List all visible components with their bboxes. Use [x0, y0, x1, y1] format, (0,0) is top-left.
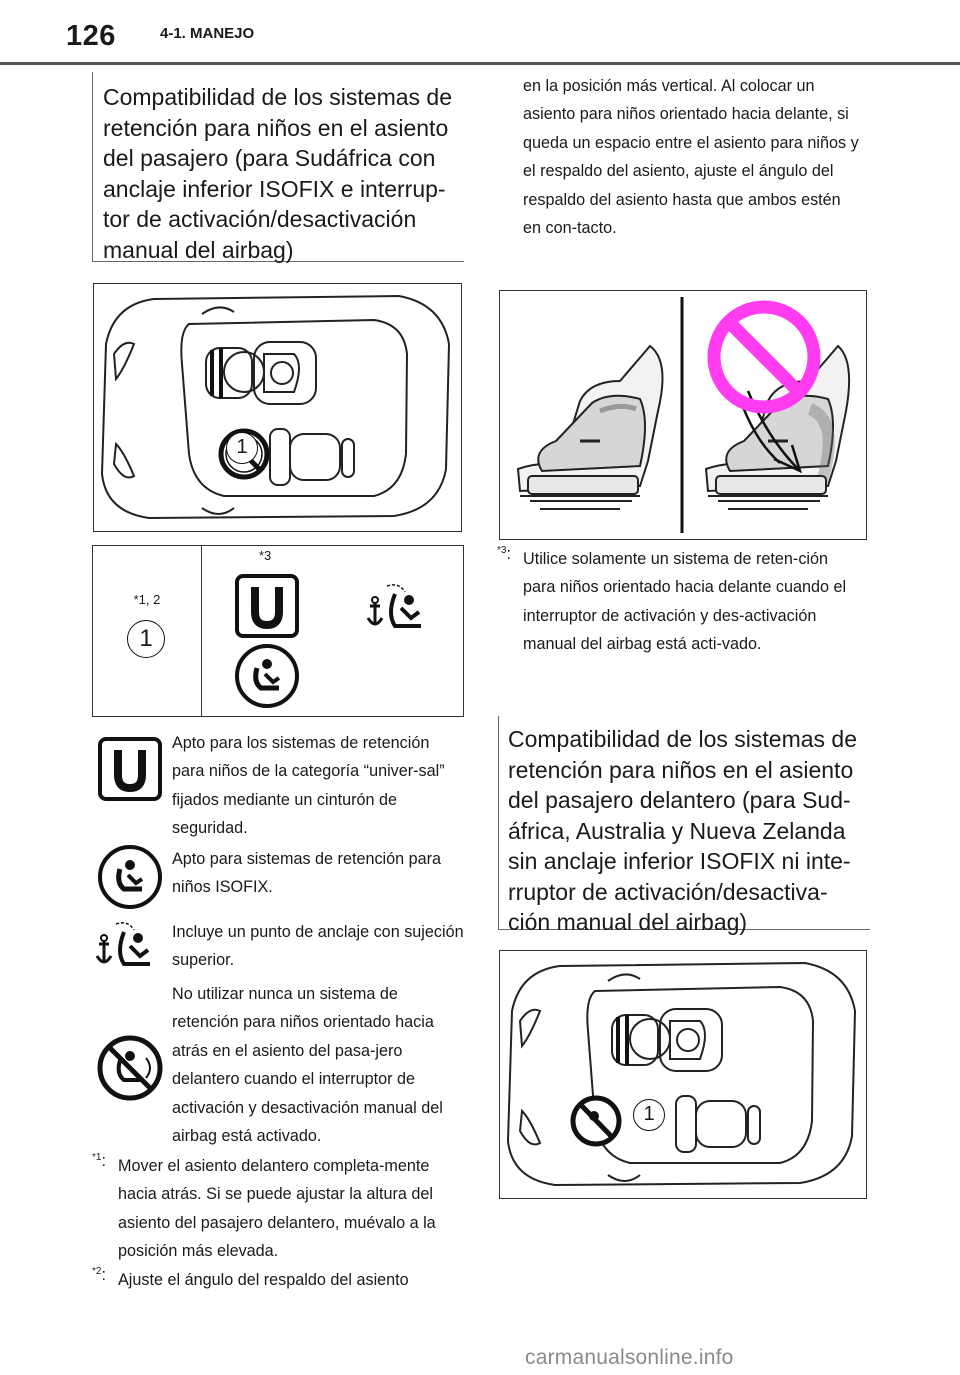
seat-position-number: 1 — [226, 432, 258, 464]
car-diagram-right — [499, 950, 867, 1199]
universal-u-icon — [235, 574, 299, 638]
legend-no-rear-facing-icon — [96, 1034, 164, 1102]
footnote-1-text: Mover el asiento delantero completa-mente hacia atrás. Si se puede ajustar la altura del asiento del pasajero delantero, muévalo a la posición más elevada. — [118, 1157, 436, 1261]
section-title: 4-1. MANEJO — [160, 25, 255, 42]
car-topview-illustration-right — [500, 951, 866, 1198]
footnote-2-text: Ajuste el ángulo del respaldo del asiento — [118, 1271, 409, 1289]
legend-universal-u-icon — [98, 737, 162, 801]
legend-text-top-tether: Incluye un punto de anclaje con sujeción superior. — [172, 923, 464, 970]
top-tether-anchor-icon — [365, 580, 439, 636]
heading-left: Compatibilidad de los sistemas de retención para niños en el asiento del pasajero (para Sudáfrica con anclaje inferior ISOFIX e interrup-tor de activación/desactivación manual del airbag) — [103, 84, 453, 263]
car-topview-illustration — [94, 284, 461, 531]
isofix-icon — [235, 644, 299, 708]
legend-text-isofix: Apto para sistemas de retención para niños ISOFIX. — [172, 850, 442, 897]
legend-top-tether-anchor-icon — [94, 918, 168, 974]
table-col2-label: *3 — [259, 548, 272, 563]
table-col1-value: 1 — [127, 620, 165, 658]
footnote-1-mark: $^{*1}$: — [92, 1152, 106, 1170]
footnote-3-text: Utilice solamente un sistema de reten-ción para niños orientado hacia delante cuando el interruptor de activación y des-activación manual del airbag está acti-vado. — [523, 550, 847, 654]
header-rule — [0, 62, 960, 65]
compatibility-table — [92, 545, 464, 717]
table-col1-label: *1, 2 — [133, 592, 161, 607]
legend-text-universal: Apto para los sistemas de retención para niños de la categoría “univer-sal” fijados mediante un cinturón de seguridad. — [172, 734, 445, 838]
footnote-3-mark: $^{*3}$: — [497, 545, 511, 563]
car-diagram-left — [93, 283, 462, 532]
legend-text-no-rear-facing: No utilizar nunca un sistema de retención para niños orientado hacia atrás en el asiento del pasa-jero delantero cuando el interruptor de activación y desactivación manual del airbag está activado. — [172, 985, 443, 1146]
seat-position-number-right: 1 — [633, 1099, 665, 1131]
footnote-2-mark: $^{*2}$: — [92, 1266, 106, 1284]
legend-isofix-icon — [98, 845, 162, 909]
child-seat-comparison-illustration — [500, 291, 866, 539]
page-number: 126 — [66, 20, 116, 52]
continuation-text: en la posición más vertical. Al colocar un asiento para niños orientado hacia delante, si queda un espacio entre el asiento para niños y el respaldo del asiento, ajuste el ángulo del respaldo del asiento hasta que ambos estén en con-tacto. — [523, 77, 859, 238]
watermark: carmanualsonline.info — [525, 1346, 734, 1369]
seat-adjustment-figure — [499, 290, 867, 540]
heading-right: Compatibilidad de los sistemas de retención para niños en el asiento del pasajero delantero (para Sud-áfrica, Australia y Nueva Zelanda sin anclaje inferior ISOFIX ni inte-rruptor de activación/desactiva-ción manual del airbag) — [508, 726, 858, 935]
